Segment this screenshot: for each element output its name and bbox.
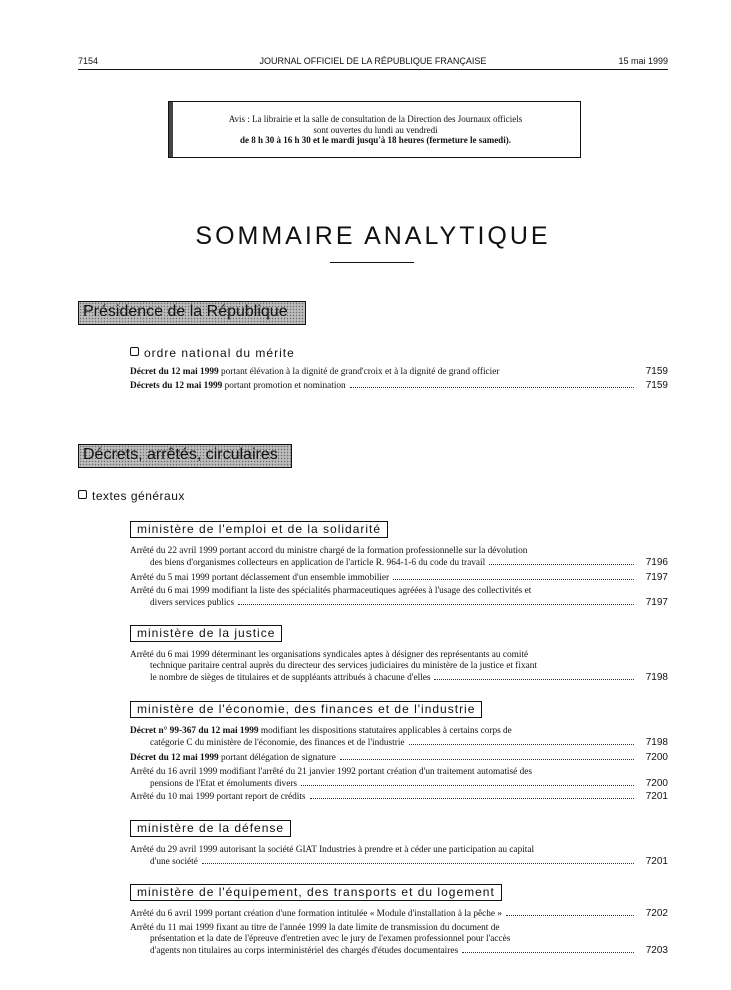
page-ref: 7201 bbox=[645, 791, 668, 802]
toc-entry[interactable]: Arrêté du 10 mai 1999 portant report de crédits 7201 bbox=[130, 791, 668, 802]
notice-line-1: Avis : La librairie et la salle de consultation de la Direction des Journaux officiels bbox=[228, 114, 523, 124]
section-heading-presidence: Présidence de la République bbox=[78, 301, 306, 325]
toc-entry[interactable]: Arrêté du 6 avril 1999 portant création d'une formation intitulée « Module d'installation à la pêche » 7202 bbox=[130, 908, 668, 919]
header-rule bbox=[78, 69, 668, 70]
subheading-textes-generaux: textes généraux bbox=[78, 489, 185, 503]
toc-entry[interactable]: Arrêté du 11 mai 1999 fixant au titre de l'année 1999 la date limite de transmission du document de présentation et la date de l'épreuve d'entretien avec le jury de l'examen professionnel pour l'accès d'agents non titulaires au corps interministériel des chargés d'études documentaires 7203 bbox=[130, 923, 668, 956]
page-ref: 7197 bbox=[645, 572, 668, 583]
notice-box bbox=[168, 101, 581, 158]
page-ref: 7159 bbox=[645, 366, 668, 377]
page-ref: 7202 bbox=[645, 908, 668, 919]
toc-entry[interactable]: Arrêté du 22 avril 1999 portant accord du ministre chargé de la formation professionnelle sur la dévolution des biens d'organismes collecteurs en application de l'article R. 964-1-6 du code du travail 7196 bbox=[130, 546, 668, 568]
notice-line-3: de 8 h 30 à 16 h 30 et le mardi jusqu'à 18 heures (fermeture le samedi). bbox=[240, 135, 511, 145]
toc-entry[interactable]: Arrêté du 29 avril 1999 autorisant la société GIAT Industries à prendre et à céder une participation au capital d'une société 7201 bbox=[130, 845, 668, 867]
ministry-heading: ministère de la justice bbox=[130, 625, 282, 642]
page-ref: 7203 bbox=[645, 945, 668, 956]
journal-title: JOURNAL OFFICIEL DE LA RÉPUBLIQUE FRANÇAISE bbox=[259, 56, 487, 66]
page-ref: 7198 bbox=[645, 672, 668, 683]
page-ref: 7200 bbox=[645, 752, 668, 763]
toc-entry[interactable]: Arrêté du 5 mai 1999 portant déclassement d'un ensemble immobilier 7197 bbox=[130, 572, 668, 583]
toc-entry[interactable]: Arrêté du 6 mai 1999 déterminant les organisations syndicales aptes à désigner des représentants au comité technique paritaire central auprès du directeur des services judiciaires du ministère de la justice et fixant le nombre de sièges de titulaires et de suppléants attribués à chacune d'elles 7198 bbox=[130, 650, 668, 683]
toc-entry[interactable]: Décret du 12 mai 1999 portant élévation à la dignité de grand'croix et à la dignité de grand officier 7159 bbox=[130, 366, 668, 377]
section-heading-decrets: Décrets, arrêtés, circulaires bbox=[78, 444, 292, 468]
subheading-ordre-national: ordre national du mérite bbox=[130, 346, 295, 360]
page-number: 7154 bbox=[78, 56, 99, 66]
ministry-heading: ministère de la défense bbox=[130, 820, 291, 837]
toc-entry[interactable]: Arrêté du 6 mai 1999 modifiant la liste des spécialités pharmaceutiques agréées à l'usage des collectivités et divers services publics 7197 bbox=[130, 586, 668, 608]
toc-entry[interactable]: Arrêté du 16 avril 1999 modifiant l'arrêté du 21 janvier 1992 portant création d'un traitement automatisé des pensions de l'Etat et émoluments divers 7200 bbox=[130, 767, 668, 789]
toc-entry[interactable]: Décret du 12 mai 1999 portant délégation de signature 7200 bbox=[130, 752, 668, 763]
toc-entry[interactable]: Décret n° 99-367 du 12 mai 1999 modifiant les dispositions statutaires applicables à certains corps de catégorie C du ministère de l'économie, des finances et de l'industrie 7198 bbox=[130, 726, 668, 748]
page-ref: 7198 bbox=[645, 737, 668, 748]
page-ref: 7197 bbox=[645, 597, 668, 608]
page-title: SOMMAIRE ANALYTIQUE bbox=[195, 222, 551, 250]
ministry-heading: ministère de l'emploi et de la solidarité bbox=[130, 521, 388, 538]
square-bullet-icon bbox=[78, 490, 87, 499]
ministry-heading: ministère de l'équipement, des transports et du logement bbox=[130, 884, 502, 901]
page-header bbox=[78, 56, 668, 70]
page-ref: 7200 bbox=[645, 778, 668, 789]
notice-line-2: sont ouvertes du lundi au vendredi bbox=[313, 124, 438, 135]
toc-entry[interactable]: Décrets du 12 mai 1999 portant promotion et nomination 7159 bbox=[130, 380, 668, 391]
page-ref: 7196 bbox=[645, 557, 668, 568]
notice-shade bbox=[169, 102, 173, 157]
issue-date: 15 mai 1999 bbox=[618, 56, 668, 66]
square-bullet-icon bbox=[130, 347, 139, 356]
title-rule bbox=[330, 262, 414, 263]
ministry-heading: ministère de l'économie, des finances et de l'industrie bbox=[130, 701, 482, 718]
page-ref: 7159 bbox=[645, 380, 668, 391]
page-ref: 7201 bbox=[645, 856, 668, 867]
